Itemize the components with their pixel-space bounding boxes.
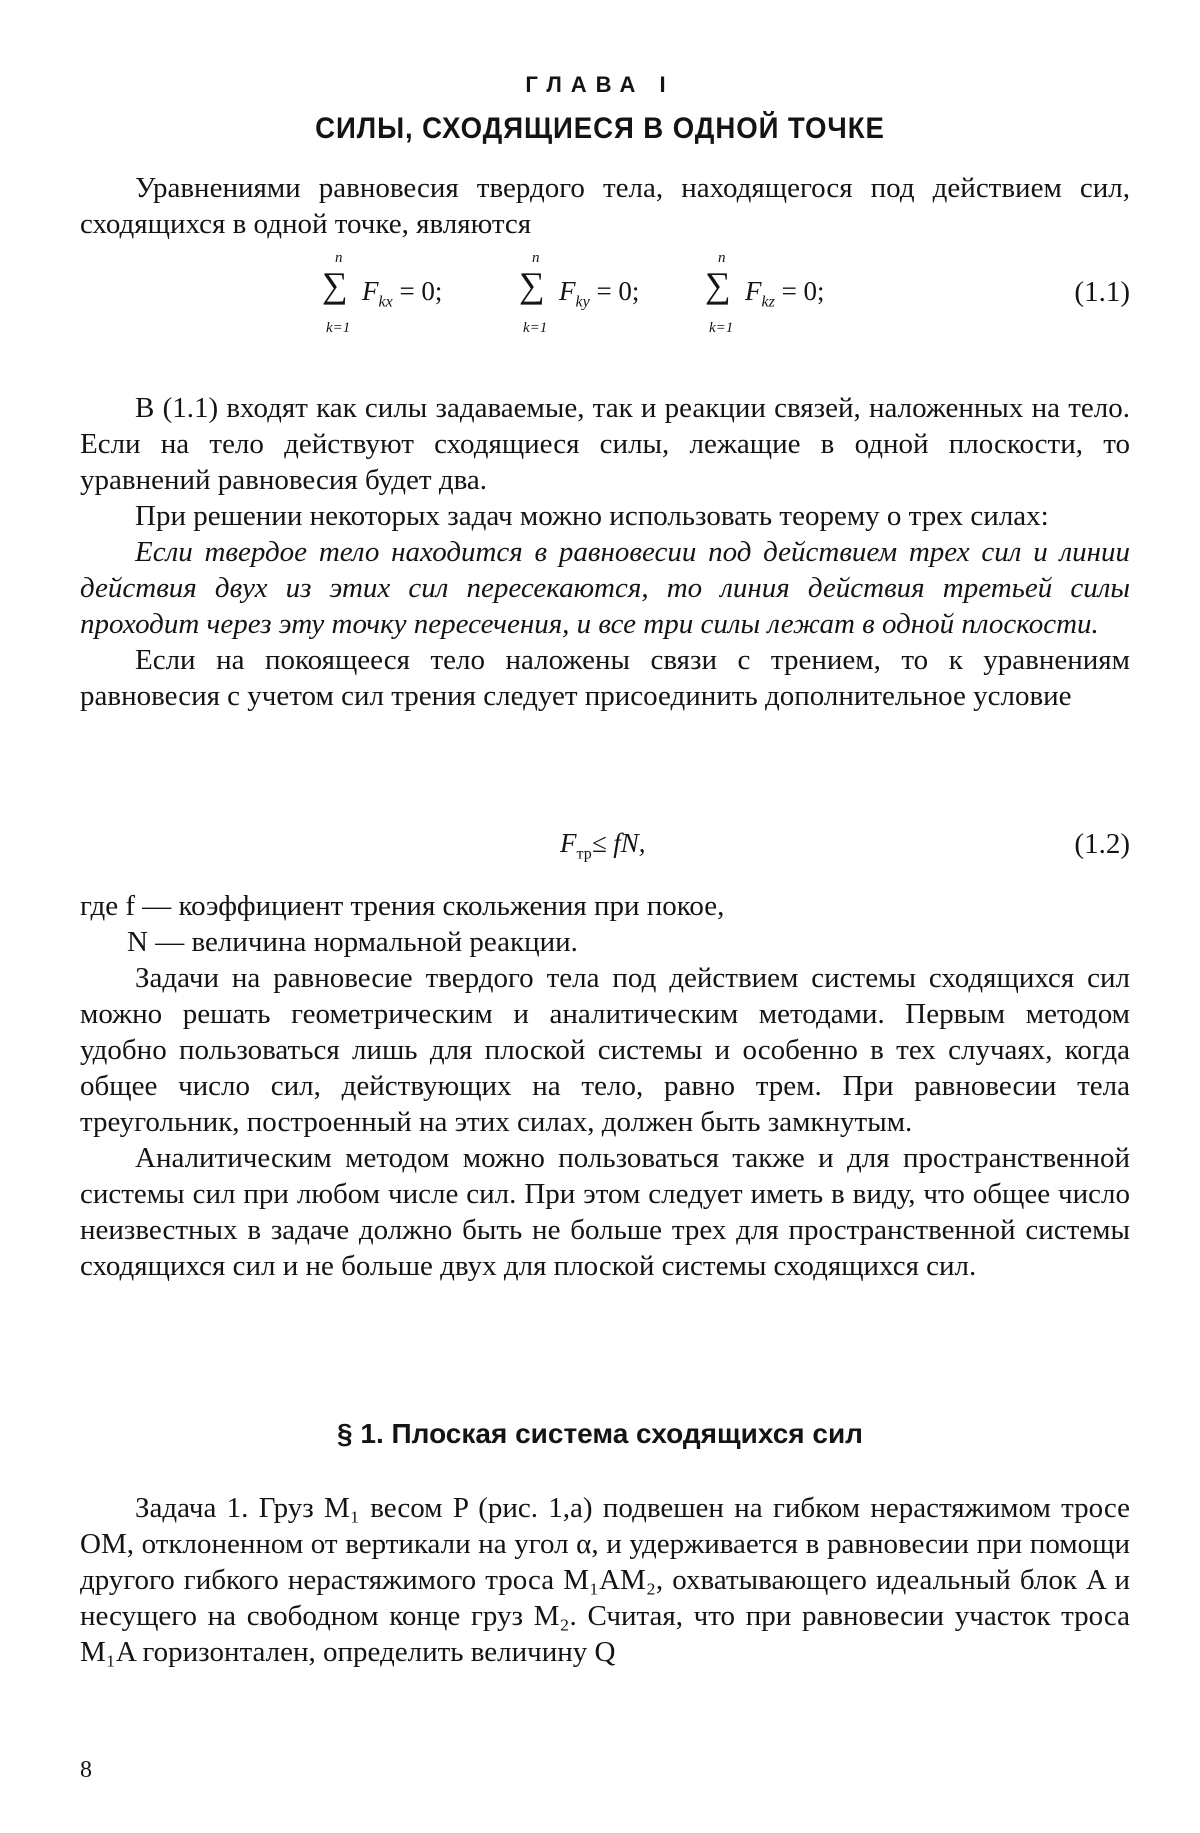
sum-y-lower-limit: k=1: [523, 320, 548, 336]
equation-1-1-number: (1.1): [1074, 276, 1130, 308]
sum-y-symbol: ∑: [519, 265, 545, 305]
paragraph-constraints: В (1.1) входят как силы задаваемые, так и реакции связей, наложенных на тело. Если на тело действуют сходящиеся силы, лежащие в одной плоскости, то уравнений равновесия будет два.: [80, 392, 1130, 496]
friction-inequality: $F_{тр}\le$ fN,: [560, 828, 646, 863]
section-title: § 1. Плоская система сходящихся сил: [337, 1418, 863, 1449]
paragraph-friction: Если на покоящееся тело наложены связи с трением, то к уравнениям равновесия с учетом сил трения следует присоединить дополнительное условие: [80, 644, 1130, 712]
sum-z-symbol: ∑: [705, 265, 731, 305]
term-fkx: $F_{kx} = 0$;: [362, 276, 443, 311]
term-fky: $F_{ky} = 0$;: [559, 276, 640, 311]
main-text-block-1: [80, 390, 1130, 714]
sum-z-lower-limit: k=1: [709, 320, 734, 336]
chapter-title: СИЛЫ, СХОДЯЩИЕСЯ В ОДНОЙ ТОЧКЕ: [315, 112, 885, 145]
main-text-block-2: [80, 888, 1130, 1284]
paragraph-three-forces-intro: При решении некоторых задач можно использовать теорему о трех силах:: [135, 500, 1049, 532]
page-number: 8: [80, 1757, 92, 1783]
sum-x-lower-limit: k=1: [326, 320, 351, 336]
equation-1-1: [0, 250, 1200, 350]
intro-paragraph-block: [80, 170, 1130, 242]
theorem-three-forces: Если твердое тело находится в равновесии под действием трех сил и линии действия двух из этих сил пересекаются, то линия действия третьей силы проходит через эту точку пересечения, и все три силы лежат в одной плоскости.: [80, 536, 1130, 640]
chapter-label: ГЛАВА I: [525, 72, 675, 97]
intro-paragraph: Уравнениями равновесия твердого тела, находящегося под действием сил, сходящихся в одной точке, являются: [80, 172, 1130, 240]
equation-1-2: [0, 828, 1200, 868]
sum-y-upper-limit: n: [532, 250, 540, 266]
sum-x-upper-limit: n: [335, 250, 343, 266]
problem-1-text: Задача 1. Груз M₁ весом P (рис. 1,a) подвешен на гибком нерастяжимом тросе OM, отклоненном от вертикали на угол α, и удерживается в равновесии при помощи другого гибкого нерастяжимого троса M₁AM₂, охватывающего идеальный блок A и несущего на свободном конце груз M₂. Считая, что при равновесии участок троса M₁A горизонтален, определить величину Q: [80, 1492, 1130, 1668]
sum-z-upper-limit: n: [718, 250, 726, 266]
sum-x-symbol: ∑: [322, 265, 348, 305]
where-line-friction-coefficient: где f — коэффициент трения скольжения при покое,: [80, 890, 725, 922]
problem-block: [80, 1490, 1130, 1670]
paragraph-methods: Задачи на равновесие твердого тела под действием системы сходящихся сил можно решать геометрическим и аналитическим методами. Первым методом удобно пользоваться лишь для плоской системы и особенно в тех случаях, когда общее число сил, действующих на тело, равно трем. При равновесии тела треугольник, построенный на этих силах, должен быть замкнутым.: [80, 962, 1130, 1138]
term-fkz: $F_{kz} = 0$;: [745, 276, 825, 311]
equation-1-2-number: (1.2): [1074, 828, 1130, 860]
paragraph-analytic-method: Аналитическим методом можно пользоваться также и для пространственной системы сил при любом числе сил. При этом следует иметь в виду, что общее число неизвестных в задаче должно быть не больше трех для пространственной системы сходящихся сил и не больше двух для плоской системы сходящихся сил.: [80, 1142, 1130, 1282]
where-line-normal-reaction: N — величина нормальной реакции.: [127, 926, 578, 958]
